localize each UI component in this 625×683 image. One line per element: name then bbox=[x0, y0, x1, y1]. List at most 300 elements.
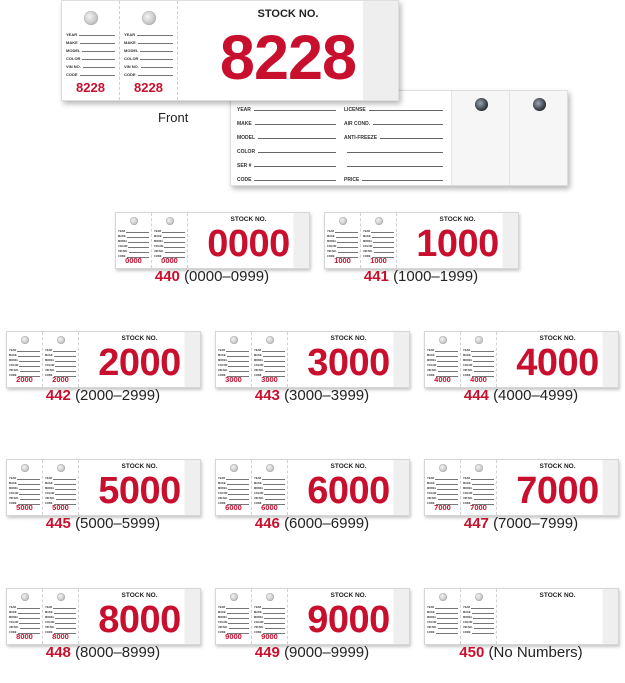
field-label: MODEL bbox=[463, 359, 473, 362]
tag-stub-1 bbox=[62, 1, 120, 100]
field-label: MAKE bbox=[463, 354, 471, 357]
hole-punch-icon bbox=[230, 336, 238, 344]
field-label: MAKE bbox=[254, 354, 262, 357]
field-label: ANTI-FREEZE bbox=[344, 135, 378, 141]
field-label: CODE bbox=[254, 631, 262, 634]
field-label: YEAR bbox=[9, 606, 17, 609]
field-label: MODEL bbox=[154, 240, 164, 243]
tag-stub-1 bbox=[7, 332, 43, 387]
product-code: 441 bbox=[363, 268, 389, 285]
number-range: (5000–5999) bbox=[75, 515, 161, 532]
tag-stub-1 bbox=[7, 589, 43, 644]
field-label: COLOR bbox=[427, 621, 437, 624]
field-label: MAKE bbox=[363, 235, 371, 238]
tag-main-panel bbox=[497, 332, 618, 387]
field-label: MAKE bbox=[9, 354, 17, 357]
tag-stub-2 bbox=[252, 460, 288, 515]
tag-main-panel bbox=[288, 460, 409, 515]
field-label: MAKE bbox=[66, 40, 78, 45]
field-label: CODE bbox=[254, 502, 262, 505]
stub-fields bbox=[427, 604, 460, 634]
field-label: VIN NO. bbox=[254, 626, 264, 629]
field-label: MODEL bbox=[66, 48, 81, 53]
field-label: COLOR bbox=[327, 245, 337, 248]
front-caption: Front bbox=[158, 110, 189, 125]
stock-tag-440 bbox=[115, 212, 310, 269]
number-range: (0000–0999) bbox=[184, 268, 270, 285]
field-label: CODE bbox=[124, 72, 136, 77]
field-label: MODEL bbox=[427, 487, 437, 490]
stub-fields bbox=[118, 228, 151, 258]
field-label: VIN NO. bbox=[463, 626, 473, 629]
field-label: MODEL bbox=[254, 359, 264, 362]
field-label: YEAR bbox=[363, 230, 371, 233]
field-label: VIN NO. bbox=[45, 497, 55, 500]
stub-number: 7000 bbox=[434, 503, 451, 512]
tag-stub-2 bbox=[43, 332, 79, 387]
field-label: YEAR bbox=[463, 606, 471, 609]
product-code: 447 bbox=[463, 515, 489, 532]
stock-no-label: STOCK NO. bbox=[330, 463, 367, 470]
field-label: VIN NO. bbox=[154, 250, 164, 253]
hole-punch-icon bbox=[533, 98, 546, 111]
stub-fields bbox=[254, 475, 287, 505]
stub-number: 4000 bbox=[434, 375, 451, 384]
field-label: COLOR bbox=[427, 364, 437, 367]
field-label: COLOR bbox=[154, 245, 164, 248]
field-label: MODEL bbox=[218, 359, 228, 362]
field-label: YEAR bbox=[218, 349, 226, 352]
field-label: VIN NO. bbox=[45, 369, 55, 372]
field-label: VIN NO. bbox=[427, 369, 437, 372]
field-label: VIN NO. bbox=[9, 626, 19, 629]
stock-number: 6000 bbox=[307, 470, 390, 512]
hole-punch-icon bbox=[57, 593, 65, 601]
field-label: VIN NO. bbox=[427, 626, 437, 629]
field-label: MAKE bbox=[218, 611, 226, 614]
tag-caption-445 bbox=[3, 515, 203, 532]
field-label: VIN NO. bbox=[66, 64, 81, 69]
hole-punch-icon bbox=[21, 593, 29, 601]
hole-punch-icon bbox=[375, 217, 383, 225]
field-label: CODE bbox=[66, 72, 78, 77]
tag-stub-2 bbox=[461, 332, 497, 387]
back-stub-1 bbox=[451, 91, 509, 185]
field-label: MODEL bbox=[218, 487, 228, 490]
tag-caption-443 bbox=[212, 387, 412, 404]
number-range: (9000–9999) bbox=[284, 644, 370, 661]
stub-number: 7000 bbox=[470, 503, 487, 512]
stock-no-label: STOCK NO. bbox=[257, 8, 319, 20]
field-label: MODEL bbox=[45, 616, 55, 619]
stock-number: 3000 bbox=[307, 342, 390, 384]
hole-punch-icon bbox=[266, 336, 274, 344]
field-label: YEAR bbox=[45, 606, 53, 609]
tag-caption-447 bbox=[421, 515, 621, 532]
tag-stub-2 bbox=[152, 213, 188, 268]
tag-main-panel bbox=[178, 1, 398, 100]
tag-stub-1 bbox=[216, 589, 252, 644]
field-label: MAKE bbox=[427, 482, 435, 485]
stub-number: 9000 bbox=[225, 632, 242, 641]
stub-fields bbox=[427, 347, 460, 377]
tag-main-panel bbox=[79, 589, 200, 644]
stub-fields bbox=[45, 475, 78, 505]
field-label: YEAR bbox=[427, 477, 435, 480]
stub-fields bbox=[154, 228, 187, 258]
field-label: VIN NO. bbox=[124, 64, 139, 69]
tag-caption-441 bbox=[321, 268, 521, 285]
field-label: MODEL bbox=[363, 240, 373, 243]
number-range: (7000–7999) bbox=[493, 515, 579, 532]
tag-stub-2 bbox=[461, 460, 497, 515]
stock-number: 8228 bbox=[219, 23, 357, 93]
number-range: (6000–6999) bbox=[284, 515, 370, 532]
field-label: CODE bbox=[9, 631, 17, 634]
stock-no-label: STOCK NO. bbox=[121, 592, 158, 599]
stub-fields bbox=[463, 347, 496, 377]
field-label: MAKE bbox=[237, 121, 252, 127]
field-label: COLOR bbox=[218, 364, 228, 367]
field-label: CODE bbox=[463, 374, 471, 377]
field-label: MAKE bbox=[154, 235, 162, 238]
field-label: YEAR bbox=[45, 477, 53, 480]
field-label: MODEL bbox=[463, 487, 473, 490]
field-label: CODE bbox=[154, 255, 162, 258]
tag-main-panel bbox=[79, 332, 200, 387]
tag-stub-1 bbox=[216, 460, 252, 515]
field-label: MAKE bbox=[45, 354, 53, 357]
field-label: CODE bbox=[463, 502, 471, 505]
tag-caption-440 bbox=[112, 268, 312, 285]
field-label: VIN NO. bbox=[254, 497, 264, 500]
back-right-column bbox=[344, 99, 445, 185]
tag-main-panel bbox=[188, 213, 309, 268]
stock-tag-447 bbox=[424, 459, 619, 516]
product-code: 449 bbox=[254, 644, 280, 661]
field-label: YEAR bbox=[427, 606, 435, 609]
field-label: COLOR bbox=[45, 364, 55, 367]
field-label: YEAR bbox=[218, 606, 226, 609]
field-label: MODEL bbox=[427, 359, 437, 362]
hole-punch-icon bbox=[57, 464, 65, 472]
hole-punch-icon bbox=[21, 464, 29, 472]
tag-stub-1 bbox=[325, 213, 361, 268]
stub-fields bbox=[45, 604, 78, 634]
stub-fields bbox=[45, 347, 78, 377]
stub-fields bbox=[463, 604, 496, 634]
stub-fields bbox=[427, 475, 460, 505]
field-label: CODE bbox=[45, 502, 53, 505]
stock-no-label: STOCK NO. bbox=[230, 216, 267, 223]
field-label: MODEL bbox=[254, 487, 264, 490]
stock-number: 0000 bbox=[207, 223, 290, 265]
tag-stub-1 bbox=[7, 460, 43, 515]
field-label: YEAR bbox=[154, 230, 162, 233]
tag-main-panel bbox=[397, 213, 518, 268]
tag-stub-1 bbox=[216, 332, 252, 387]
field-label: PRICE bbox=[344, 177, 360, 183]
hole-punch-icon bbox=[475, 336, 483, 344]
tag-stub-1 bbox=[425, 460, 461, 515]
tag-main-panel bbox=[288, 589, 409, 644]
field-label: MODEL bbox=[463, 616, 473, 619]
field-label: MAKE bbox=[118, 235, 126, 238]
field-label: MODEL bbox=[118, 240, 128, 243]
field-label: YEAR bbox=[45, 349, 53, 352]
tag-caption-446 bbox=[212, 515, 412, 532]
stub-fields bbox=[363, 228, 396, 258]
field-label: MODEL bbox=[218, 616, 228, 619]
tag-caption-449 bbox=[212, 644, 412, 661]
field-label: MODEL bbox=[45, 487, 55, 490]
stub-fields bbox=[254, 347, 287, 377]
stub-number: 0000 bbox=[125, 256, 142, 265]
stock-no-label: STOCK NO. bbox=[539, 335, 576, 342]
hole-punch-icon bbox=[84, 11, 98, 25]
field-label: COLOR bbox=[254, 492, 264, 495]
hero-back-tag bbox=[230, 90, 568, 186]
hole-punch-icon bbox=[439, 593, 447, 601]
field-label: VIN NO. bbox=[363, 250, 373, 253]
field-label: YEAR bbox=[66, 32, 78, 37]
field-label: COLOR bbox=[118, 245, 128, 248]
product-code: 448 bbox=[45, 644, 71, 661]
field-label: CODE bbox=[427, 374, 435, 377]
field-label: YEAR bbox=[427, 349, 435, 352]
field-label: MODEL bbox=[124, 48, 139, 53]
field-label: VIN NO. bbox=[45, 626, 55, 629]
field-label: COLOR bbox=[463, 364, 473, 367]
field-label: CODE bbox=[45, 374, 53, 377]
stub-number: 6000 bbox=[261, 503, 278, 512]
stock-no-label: STOCK NO. bbox=[121, 463, 158, 470]
field-label: CODE bbox=[45, 631, 53, 634]
tag-stub-2 bbox=[252, 589, 288, 644]
stub-number: 6000 bbox=[225, 503, 242, 512]
tag-caption-450 bbox=[421, 644, 621, 661]
field-label: CODE bbox=[218, 374, 226, 377]
field-label: MAKE bbox=[463, 611, 471, 614]
stub-fields bbox=[9, 604, 42, 634]
stub-number: 3000 bbox=[225, 375, 242, 384]
field-label: MODEL bbox=[327, 240, 337, 243]
stub-number: 1000 bbox=[334, 256, 351, 265]
field-label: CODE bbox=[9, 502, 17, 505]
field-label: CODE bbox=[218, 631, 226, 634]
field-label: COLOR bbox=[9, 621, 19, 624]
tag-main-panel bbox=[497, 460, 618, 515]
product-code: 450 bbox=[459, 644, 485, 661]
stub-number: 9000 bbox=[261, 632, 278, 641]
back-stub-2 bbox=[509, 91, 567, 185]
field-label: CODE bbox=[427, 631, 435, 634]
product-code: 444 bbox=[463, 387, 489, 404]
field-label: MODEL bbox=[427, 616, 437, 619]
stock-number: 4000 bbox=[516, 342, 599, 384]
field-label: COLOR bbox=[218, 621, 228, 624]
field-label: LICENSE bbox=[344, 107, 366, 113]
product-code: 445 bbox=[45, 515, 71, 532]
hole-punch-icon bbox=[230, 464, 238, 472]
tag-caption-442 bbox=[3, 387, 203, 404]
stock-tag-441 bbox=[324, 212, 519, 269]
hole-punch-icon bbox=[439, 464, 447, 472]
stock-number: 9000 bbox=[307, 599, 390, 641]
field-label: MAKE bbox=[218, 482, 226, 485]
field-label: VIN NO. bbox=[218, 497, 228, 500]
stock-no-label: STOCK NO. bbox=[539, 592, 576, 599]
tag-caption-448 bbox=[3, 644, 203, 661]
hole-punch-icon bbox=[230, 593, 238, 601]
stub-fields bbox=[463, 475, 496, 505]
field-label: CODE bbox=[254, 374, 262, 377]
field-label: MODEL bbox=[9, 616, 19, 619]
tag-stub-1 bbox=[425, 332, 461, 387]
tag-main-panel bbox=[288, 332, 409, 387]
tag-stub-2 bbox=[252, 332, 288, 387]
field-label: VIN NO. bbox=[254, 369, 264, 372]
field-label: MAKE bbox=[9, 482, 17, 485]
field-label: MODEL bbox=[9, 359, 19, 362]
tag-stub-2 bbox=[361, 213, 397, 268]
hole-punch-icon bbox=[475, 464, 483, 472]
field-label: YEAR bbox=[463, 477, 471, 480]
hole-punch-icon bbox=[266, 464, 274, 472]
field-label: COLOR bbox=[124, 56, 139, 61]
tag-main-panel bbox=[497, 589, 618, 644]
field-label: YEAR bbox=[254, 606, 262, 609]
stock-number: 7000 bbox=[516, 470, 599, 512]
stock-no-label: STOCK NO. bbox=[439, 216, 476, 223]
hole-punch-icon bbox=[266, 593, 274, 601]
product-code: 443 bbox=[254, 387, 280, 404]
field-label: YEAR bbox=[327, 230, 335, 233]
field-label: MAKE bbox=[9, 611, 17, 614]
hole-punch-icon bbox=[439, 336, 447, 344]
stock-tag-442 bbox=[6, 331, 201, 388]
field-label: MODEL bbox=[45, 359, 55, 362]
hero-front-tag bbox=[61, 0, 399, 101]
number-range: (No Numbers) bbox=[488, 644, 583, 661]
hole-punch-icon bbox=[57, 336, 65, 344]
field-label: COLOR bbox=[463, 621, 473, 624]
stock-tag-445 bbox=[6, 459, 201, 516]
field-label: CODE bbox=[218, 502, 226, 505]
field-label: CODE bbox=[118, 255, 126, 258]
stub-number: 2000 bbox=[16, 375, 33, 384]
stub-number: 8228 bbox=[76, 80, 105, 95]
stub-fields bbox=[124, 29, 177, 77]
field-label: MAKE bbox=[218, 354, 226, 357]
stock-tag-446 bbox=[215, 459, 410, 516]
field-label: CODE bbox=[9, 374, 17, 377]
field-label: COLOR bbox=[66, 56, 81, 61]
field-label: MAKE bbox=[254, 482, 262, 485]
stock-tag-443 bbox=[215, 331, 410, 388]
tag-caption-444 bbox=[421, 387, 621, 404]
field-label: COLOR bbox=[45, 621, 55, 624]
stock-tag-449 bbox=[215, 588, 410, 645]
field-label: VIN NO. bbox=[327, 250, 337, 253]
hole-punch-icon bbox=[339, 217, 347, 225]
field-label: VIN NO. bbox=[218, 626, 228, 629]
field-label: VIN NO. bbox=[9, 497, 19, 500]
field-label: VIN NO. bbox=[118, 250, 128, 253]
field-label: CODE bbox=[327, 255, 335, 258]
stub-fields bbox=[66, 29, 119, 77]
stub-fields bbox=[254, 604, 287, 634]
tag-stub-2 bbox=[120, 1, 178, 100]
stub-fields bbox=[218, 604, 251, 634]
number-range: (3000–3999) bbox=[284, 387, 370, 404]
stock-number: 1000 bbox=[416, 223, 499, 265]
number-range: (2000–2999) bbox=[75, 387, 161, 404]
field-label: MAKE bbox=[254, 611, 262, 614]
stub-fields bbox=[327, 228, 360, 258]
field-label: YEAR bbox=[218, 477, 226, 480]
field-label: COLOR bbox=[9, 492, 19, 495]
stub-number: 8000 bbox=[52, 632, 69, 641]
stub-number: 3000 bbox=[261, 375, 278, 384]
field-label: MODEL bbox=[254, 616, 264, 619]
field-label: YEAR bbox=[124, 32, 136, 37]
tag-stub-2 bbox=[461, 589, 497, 644]
field-label: COLOR bbox=[9, 364, 19, 367]
hole-punch-icon bbox=[475, 593, 483, 601]
field-label: CODE bbox=[463, 631, 471, 634]
stock-number: 5000 bbox=[98, 470, 181, 512]
number-range: (1000–1999) bbox=[393, 268, 479, 285]
number-range: (4000–4999) bbox=[493, 387, 579, 404]
stub-number: 5000 bbox=[52, 503, 69, 512]
field-label: MAKE bbox=[463, 482, 471, 485]
stub-fields bbox=[218, 347, 251, 377]
field-label: CODE bbox=[427, 502, 435, 505]
back-fields bbox=[231, 91, 451, 185]
hole-punch-icon bbox=[166, 217, 174, 225]
stub-number: 5000 bbox=[16, 503, 33, 512]
number-range: (8000–8999) bbox=[75, 644, 161, 661]
field-label: YEAR bbox=[9, 477, 17, 480]
field-label: YEAR bbox=[237, 107, 251, 113]
stub-number: 4000 bbox=[470, 375, 487, 384]
field-label: VIN NO. bbox=[463, 369, 473, 372]
field-label: YEAR bbox=[254, 477, 262, 480]
stock-no-label: STOCK NO. bbox=[330, 592, 367, 599]
field-label: VIN NO. bbox=[427, 497, 437, 500]
field-label: COLOR bbox=[45, 492, 55, 495]
field-label: COLOR bbox=[363, 245, 373, 248]
field-label: AIR COND. bbox=[344, 121, 371, 127]
tag-stub-2 bbox=[43, 589, 79, 644]
stock-number: 8000 bbox=[98, 599, 181, 641]
field-label: COLOR bbox=[254, 621, 264, 624]
field-label: COLOR bbox=[218, 492, 228, 495]
field-label: YEAR bbox=[463, 349, 471, 352]
field-label: MAKE bbox=[45, 482, 53, 485]
field-label: SER # bbox=[237, 163, 252, 169]
hole-punch-icon bbox=[21, 336, 29, 344]
hole-punch-icon bbox=[130, 217, 138, 225]
field-label: COLOR bbox=[254, 364, 264, 367]
stub-fields bbox=[218, 475, 251, 505]
field-label: CODE bbox=[237, 177, 252, 183]
stock-tag-450 bbox=[424, 588, 619, 645]
hole-punch-icon bbox=[142, 11, 156, 25]
tag-stub-2 bbox=[43, 460, 79, 515]
field-label: YEAR bbox=[9, 349, 17, 352]
